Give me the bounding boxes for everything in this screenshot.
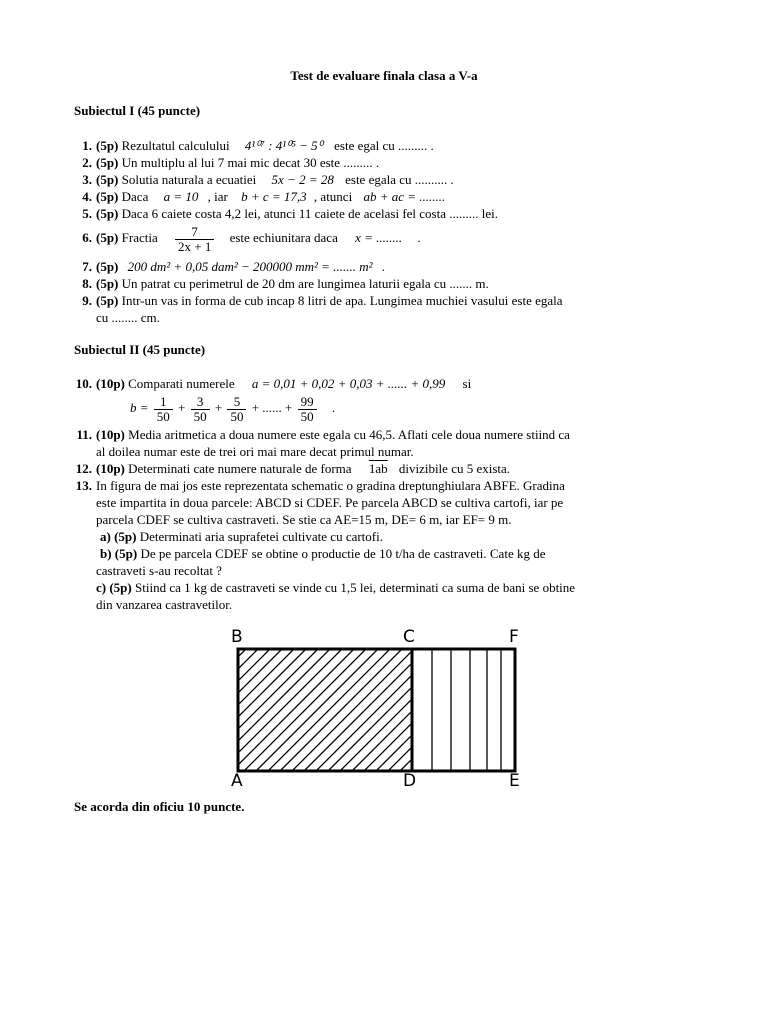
- fraction: [298, 395, 317, 424]
- hatch-line: [340, 631, 480, 771]
- fraction: [191, 395, 210, 424]
- math-expression: a = 10: [163, 189, 199, 204]
- subpoint-label: c) (5p): [96, 580, 132, 595]
- fraction-numerator: 3: [191, 395, 210, 410]
- question-text: si: [462, 376, 472, 391]
- question-text: Stiind ca 1 kg de castraveti se vinde cu 1,5 lei, determinati ca suma de bani se obtine: [135, 580, 576, 595]
- question-text: In figura de mai jos este reprezentata schematic o gradina dreptunghiulara ABFE. Gradina: [96, 478, 565, 493]
- question-text: Media aritmetica a doua numere este egala cu 46,5. Aflati cele doua numere stiind ca: [128, 427, 570, 442]
- question-text: Un patrat cu perimetrul de 20 dm are lungimea laturii egala cu ....... m.: [121, 276, 489, 291]
- operator: +: [214, 400, 223, 415]
- question-number: 7.: [82, 259, 92, 274]
- question-text: castraveti s-au recoltat ?: [96, 563, 222, 578]
- fraction-denominator: 50: [230, 408, 244, 424]
- garden-figure: [225, 622, 535, 790]
- fraction-denominator: 2x + 1: [177, 238, 212, 254]
- label-c: C: [403, 627, 415, 647]
- punctuation: .: [331, 400, 336, 415]
- hatch-line: [225, 631, 276, 771]
- operator: +: [178, 400, 186, 415]
- subpoint-label: b) (5p): [100, 546, 138, 561]
- question-text: .: [381, 259, 385, 274]
- math-expression: x = ........: [355, 230, 403, 245]
- question-2: [82, 154, 696, 171]
- question-7: [82, 258, 696, 275]
- question-9: [82, 292, 696, 326]
- points: (10p): [96, 427, 125, 442]
- question-3: [82, 171, 696, 188]
- fraction-denominator: 50: [193, 408, 207, 424]
- subpoint-label: a) (5p): [100, 529, 137, 544]
- question-number: 4.: [82, 189, 92, 204]
- question-text: este echiunitara daca: [229, 230, 338, 245]
- question-text: este impartita in doua parcele: ABCD si CDEF. Pe parcela ABCD se cultiva cartofi, iar pe: [96, 495, 564, 510]
- question-text: De pe parcela CDEF se obtine o productie de 10 t/ha de castraveti. Cate kg de: [140, 546, 546, 561]
- hatch-line: [225, 631, 360, 771]
- math-expression: 5x − 2 = 28: [271, 172, 334, 187]
- page-title: Test de evaluare finala clasa a V-a: [290, 68, 478, 83]
- question-text: cu ........ cm.: [96, 310, 160, 325]
- question-text: este egal cu ......... .: [334, 138, 434, 153]
- fraction-numerator: 5: [227, 395, 246, 410]
- question-12: [75, 460, 696, 477]
- points: (5p): [96, 206, 119, 221]
- question-11: [76, 426, 696, 460]
- math-expression: ab + ac = ........: [363, 189, 446, 204]
- fraction-numerator: 1: [154, 395, 173, 410]
- points: (5p): [96, 276, 119, 291]
- points: (5p): [96, 293, 119, 308]
- points: (5p): [96, 259, 119, 274]
- fraction-numerator: 99: [298, 395, 317, 410]
- hatch-line: [225, 631, 324, 771]
- question-number: 5.: [82, 206, 92, 221]
- hatch-line: [328, 631, 468, 771]
- hatch-line: [225, 631, 264, 771]
- question-text: , iar: [207, 189, 228, 204]
- question-text: parcela CDEF se cultiva castraveti. Se stie ca AE=15 m, DE= 6 m, iar EF= 9 m.: [96, 512, 512, 527]
- question-text: , atunci: [313, 189, 353, 204]
- question-number: 11.: [76, 427, 92, 442]
- fraction: [154, 395, 173, 424]
- points: (5p): [96, 155, 119, 170]
- hatch-line: [268, 631, 408, 771]
- fraction: [227, 395, 246, 424]
- label-d: D: [403, 771, 417, 790]
- question-6: [82, 221, 696, 255]
- label-f: F: [509, 627, 519, 647]
- question-text: .: [417, 230, 421, 245]
- hatch-line: [376, 631, 516, 771]
- hatch-line: [304, 631, 444, 771]
- section-1-heading: Subiectul I (45 puncte): [74, 103, 201, 118]
- question-8: [82, 275, 696, 292]
- fraction-numerator: 7: [175, 225, 214, 240]
- question-number: 9.: [82, 293, 92, 308]
- points: (5p): [96, 189, 119, 204]
- label-a: A: [231, 771, 243, 790]
- question-text: divizibile cu 5 exista.: [398, 461, 511, 476]
- points: (5p): [96, 172, 119, 187]
- question-text: Intr-un vas in forma de cub incap 8 litri de apa. Lungimea muchiei vasului este egala: [121, 293, 563, 308]
- hatch-line: [352, 631, 492, 771]
- question-text: din vanzarea castravetilor.: [96, 597, 233, 612]
- points: (10p): [96, 376, 125, 391]
- question-text: Rezultatul calculului: [121, 138, 230, 153]
- fraction: [175, 225, 214, 254]
- hatch-line: [412, 631, 535, 771]
- hatch-line: [280, 631, 420, 771]
- vertical-lines-cdef: [432, 649, 501, 771]
- question-text: Fractia: [121, 230, 158, 245]
- hatch-line: [424, 631, 535, 771]
- question-text: Solutia naturala a ecuatiei: [121, 172, 257, 187]
- question-number: 3.: [82, 172, 92, 187]
- math-expression: 4¹⁰⁷ : 4¹⁰⁵ − 5⁰: [244, 138, 323, 153]
- question-10: [75, 375, 696, 424]
- points: (10p): [96, 461, 125, 476]
- question-text: Daca 6 caiete costa 4,2 lei, atunci 11 caiete de acelasi fel costa ......... lei.: [121, 206, 498, 221]
- hatch-line: [244, 631, 384, 771]
- fraction-denominator: 50: [156, 408, 170, 424]
- question-number: 6.: [82, 230, 92, 245]
- label-b: B: [231, 627, 243, 647]
- question-number: 10.: [75, 376, 92, 391]
- math-expression: b + c = 17,3: [241, 189, 307, 204]
- points: (5p): [96, 230, 119, 245]
- hatch-line: [364, 631, 504, 771]
- question-5: [82, 205, 696, 222]
- section-2-heading: Subiectul II (45 puncte): [74, 342, 206, 357]
- question-13: [75, 477, 696, 613]
- overlined-number: 1ab: [368, 461, 388, 476]
- operator: + ...... +: [251, 400, 293, 415]
- hatch-line: [388, 631, 528, 771]
- question-number: 12.: [75, 461, 92, 476]
- fraction-denominator: 50: [300, 408, 314, 424]
- question-text: este egala cu .......... .: [345, 172, 454, 187]
- question-text: Un multiplu al lui 7 mai mic decat 30 este ......... .: [121, 155, 380, 170]
- expression-b: [130, 391, 335, 425]
- question-4: [82, 188, 696, 205]
- question-text: Daca: [121, 189, 149, 204]
- hatch-line: [225, 631, 228, 771]
- math-expression: 200 dm² + 0,05 dam² − 200000 mm² = ....... m²: [127, 259, 373, 274]
- question-text: Comparati numerele: [128, 376, 235, 391]
- label-e: E: [509, 771, 520, 790]
- question-number: 8.: [82, 276, 92, 291]
- points: (5p): [96, 138, 119, 153]
- question-number: 2.: [82, 155, 92, 170]
- hatch-line: [316, 631, 456, 771]
- variable-label: b =: [130, 400, 149, 415]
- question-1: [82, 137, 696, 154]
- math-expression: a = 0,01 + 0,02 + 0,03 + ...... + 0,99: [251, 376, 446, 391]
- question-number: 13.: [75, 478, 92, 493]
- hatching-abcd: [225, 631, 535, 771]
- question-text: al doilea numar este de trei ori mai mare decat primul numar.: [96, 444, 414, 459]
- question-text: Determinati cate numere naturale de forma: [128, 461, 352, 476]
- question-number: 1.: [82, 138, 92, 153]
- hatch-line: [256, 631, 396, 771]
- footer-note: Se acorda din oficiu 10 puncte.: [74, 799, 245, 814]
- hatch-line: [232, 631, 372, 771]
- question-text: Determinati aria suprafetei cultivate cu cartofi.: [139, 529, 383, 544]
